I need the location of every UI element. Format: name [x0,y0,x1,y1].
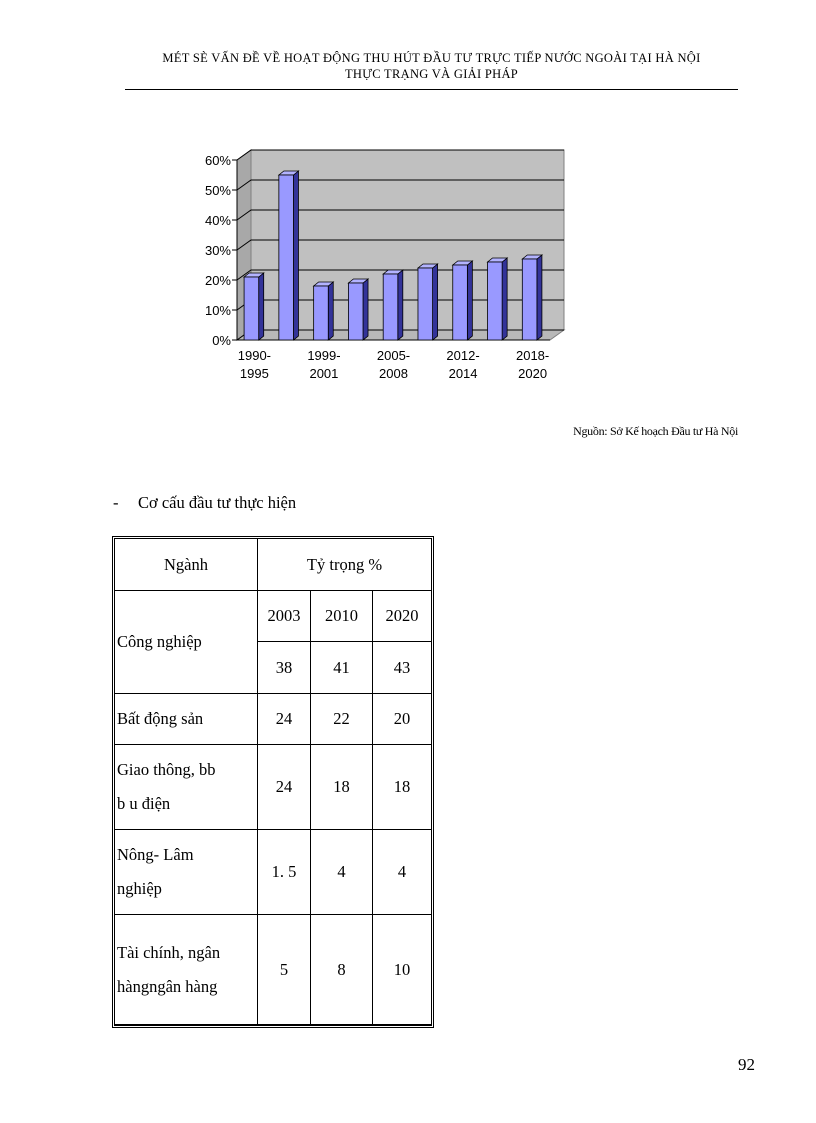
row-label: Bất động sản [115,694,258,745]
table-row [115,591,431,642]
row-label: Giao thông, bb b u điện [115,745,258,830]
table-cell: 41 [311,642,373,694]
bar-side [433,264,438,340]
page-number: 92 [738,1055,755,1074]
table-cell: 4 [311,830,373,915]
bar [418,268,433,340]
table-cell: 18 [311,745,373,830]
header-line-2: THỰC TRẠNG VÀ GIẢI PHÁP [344,67,519,81]
table-row [115,830,431,915]
x-tick-label: 2020 [518,366,548,381]
x-tick-label: 1995 [239,366,269,381]
bar-side [467,261,472,340]
y-tick-label: 0% [212,333,231,348]
bar-side [537,255,542,340]
bar-side [363,279,368,340]
x-tick-label: 1999- [307,348,341,363]
col-sector-header: Ngành [115,539,258,591]
x-tick-label: 2001 [309,366,339,381]
row-label: Tài chính, ngân hàngngân hàng [115,915,258,1025]
x-tick-label: 2014 [448,366,478,381]
table-cell: 22 [311,694,373,745]
table-cell: 43 [373,642,431,694]
bar [522,259,537,340]
x-tick-label: 2005- [376,348,411,363]
bar [314,286,329,340]
y-tick-label: 20% [204,273,231,288]
bar-side [502,258,507,340]
y-tick-label: 30% [204,243,231,258]
header-rule [125,89,738,90]
running-header [125,50,738,82]
bar [348,283,363,340]
year-header: 2010 [311,591,373,642]
section-title: Cơ cấu đầu tư thực hiện [138,493,297,512]
year-header: 2020 [373,591,431,642]
structure-table-wrap [112,536,434,996]
table-cell: 38 [258,642,311,694]
chart-source: Nguồn: Sở Kế hoạch Đầu tư Hà Nội [573,424,738,438]
table-cell: 10 [373,915,431,1025]
y-tick-label: 60% [204,153,231,168]
header-line-1: MÉT SÈ VẤN ĐỀ VỀ HOẠT ĐỘNG THU HÚT ĐẦU TƯ TRỰC TIẾP NƯỚC NGOÀI TẠI HÀ NỘI [162,51,701,65]
bar-side [398,270,403,340]
table-row [115,915,431,1025]
row-label: Nông- Lâm nghiệp [115,830,258,915]
y-tick-label: 50% [204,183,231,198]
x-tick-label: 1990- [237,348,272,363]
x-tick-label: 2012- [446,348,480,363]
bar [453,265,468,340]
bar-side [293,171,298,340]
table-row [115,745,431,830]
y-tick-label: 10% [204,303,231,318]
x-tick-label: 2018- [515,348,550,363]
bar [383,274,398,340]
section-heading [113,493,296,513]
table-cell: 8 [311,915,373,1025]
table-cell: 1. 5 [258,830,311,915]
bullet-dash: - [113,493,119,512]
investment-share-chart [195,140,595,390]
bar [244,277,259,340]
table-header-row [115,539,431,591]
bar [488,262,503,340]
bar-side [259,273,264,340]
x-tick-label: 2008 [379,366,408,381]
table-cell: 20 [373,694,431,745]
table-row [115,694,431,745]
bar-side [328,282,333,340]
y-tick-label: 40% [204,213,231,228]
structure-table [112,536,434,1028]
table-cell: 18 [373,745,431,830]
table-cell: 24 [258,745,311,830]
row-label: Công nghiệp [115,591,258,694]
table-cell: 5 [258,915,311,1025]
table-cell: 24 [258,694,311,745]
col-share-header: Tỷ trọng % [258,539,431,591]
table-cell: 4 [373,830,431,915]
bar [279,175,294,340]
year-header: 2003 [258,591,311,642]
